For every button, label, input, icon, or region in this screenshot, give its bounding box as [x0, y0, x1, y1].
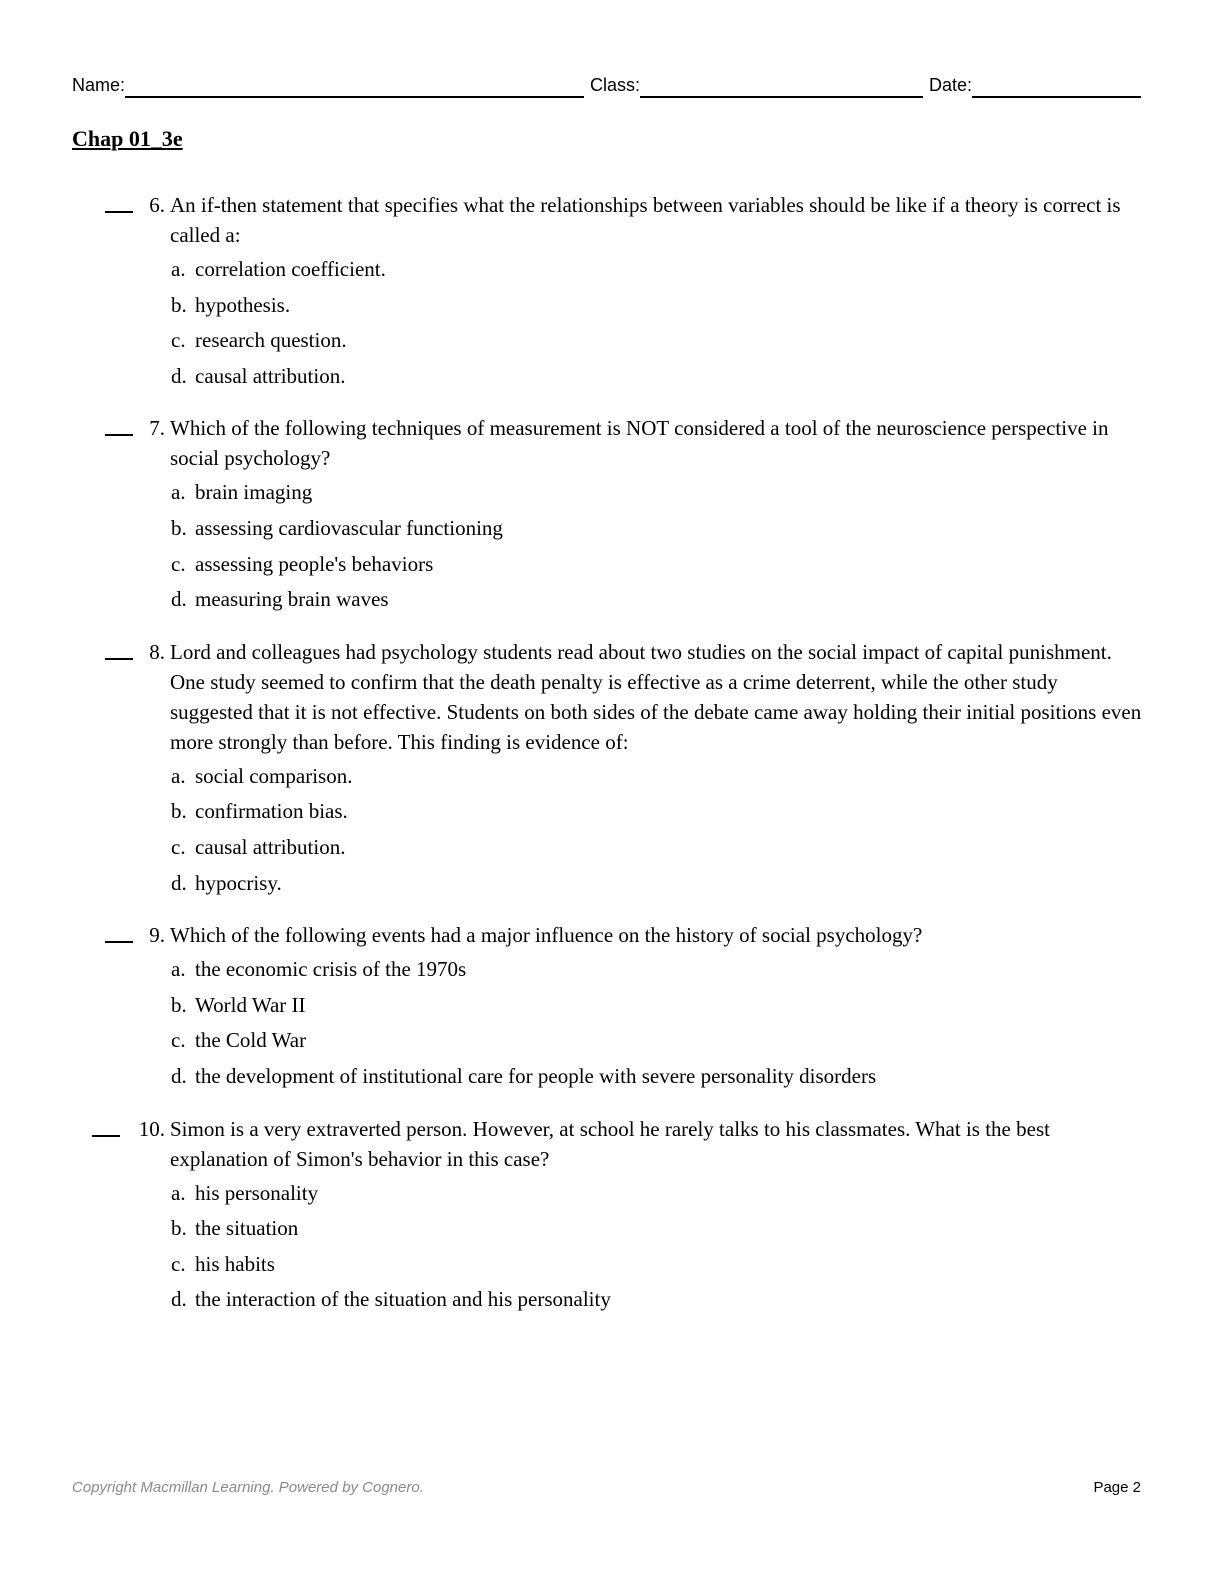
option-text: hypocrisy.: [195, 870, 282, 895]
option-text: his habits: [195, 1251, 275, 1276]
option-letter: d.: [171, 1063, 187, 1088]
question-text: Which of the following techniques of measurement is NOT considered a tool of the neuroscience perspective in social psychology?: [170, 416, 1109, 471]
question-item: [0, 413, 1224, 619]
option-text: correlation coefficient.: [195, 257, 386, 281]
option-text: social comparison.: [195, 763, 353, 788]
option-letter: a.: [171, 257, 186, 281]
option-letter: c.: [171, 328, 186, 353]
option-text: the situation: [195, 1216, 299, 1241]
option-letter: c.: [171, 1028, 186, 1053]
chapter-title: Chap 01_3e: [72, 126, 183, 151]
option-text: causal attribution.: [195, 834, 346, 859]
answer-option[interactable]: [171, 1025, 1224, 1061]
option-text: causal attribution.: [195, 363, 346, 388]
option-letter: a.: [171, 480, 186, 505]
class-label: Class:: [590, 75, 641, 95]
answer-option[interactable]: [171, 832, 1224, 868]
option-letter: a.: [171, 763, 186, 788]
question-item: [0, 637, 1224, 903]
question-text: Which of the following events had a major influence on the history of social psychology?: [170, 923, 923, 948]
answer-option[interactable]: [171, 290, 1224, 326]
answer-option[interactable]: [171, 1061, 1224, 1097]
answer-option[interactable]: [171, 361, 1224, 397]
option-list: [0, 1178, 1224, 1320]
option-text: confirmation bias.: [195, 799, 348, 824]
option-list: [0, 477, 1224, 619]
option-letter: b.: [171, 799, 187, 824]
question-item: [0, 920, 1224, 1096]
option-text: assessing people's behaviors: [195, 551, 434, 576]
question-text: An if-then statement that specifies what the relationships between variables should be like if a theory is correct is called a:: [170, 193, 1121, 247]
answer-option[interactable]: [171, 868, 1224, 904]
option-letter: b.: [171, 992, 187, 1017]
question-number: 8.: [149, 639, 165, 664]
answer-option[interactable]: [171, 513, 1224, 549]
option-list: [0, 954, 1224, 1096]
answer-option[interactable]: [171, 549, 1224, 585]
answer-blank[interactable]: [92, 1135, 120, 1137]
answer-option[interactable]: [171, 477, 1224, 513]
question-number: 6.: [149, 193, 165, 217]
option-letter: b.: [171, 292, 187, 317]
option-letter: c.: [171, 834, 186, 859]
option-letter: d.: [171, 363, 187, 388]
option-letter: d.: [171, 1287, 187, 1312]
option-text: the Cold War: [195, 1028, 307, 1053]
page-header: [72, 72, 1141, 98]
answer-option[interactable]: [171, 990, 1224, 1026]
answer-option[interactable]: [171, 584, 1224, 620]
option-text: brain imaging: [195, 480, 313, 505]
page-number: Page 2: [1093, 1479, 1141, 1496]
class-field[interactable]: [640, 72, 923, 98]
question-number: 7.: [149, 416, 165, 441]
answer-option[interactable]: [171, 796, 1224, 832]
name-field[interactable]: [125, 72, 584, 98]
question-item: [0, 1114, 1224, 1320]
option-text: research question.: [195, 328, 347, 353]
question-number: 9.: [149, 923, 165, 948]
option-letter: c.: [171, 551, 186, 576]
answer-option[interactable]: [171, 761, 1224, 797]
option-letter: d.: [171, 870, 187, 895]
answer-option[interactable]: [171, 1178, 1224, 1214]
answer-option[interactable]: [171, 1284, 1224, 1320]
option-text: his personality: [195, 1180, 319, 1205]
option-letter: a.: [171, 957, 186, 982]
option-list: [0, 254, 1224, 396]
option-text: assessing cardiovascular functioning: [195, 515, 503, 540]
option-text: the development of institutional care for people with severe personality disorders: [195, 1063, 877, 1088]
option-letter: b.: [171, 515, 187, 540]
copyright-text: Copyright Macmillan Learning. Powered by Cognero.: [72, 1479, 424, 1496]
question-text: Lord and colleagues had psychology students read about two studies on the social impact of capital punishment. One study seemed to confirm that the death penalty is effective as a crime deterrent, while the other study suggested that it is not effective. Students on both sides of the debate came away holding their initial positions even more strongly than before. This finding is evidence of:: [170, 639, 1142, 754]
question-item: [0, 190, 1224, 396]
answer-option[interactable]: [171, 325, 1224, 361]
option-text: measuring brain waves: [195, 587, 389, 612]
answer-option[interactable]: [171, 1213, 1224, 1249]
option-text: World War II: [195, 992, 306, 1017]
question-text: Simon is a very extraverted person. However, at school he rarely talks to his classmates. What is the best explanation of Simon's behavior in this case?: [170, 1116, 1050, 1171]
question-number: 10.: [138, 1116, 165, 1141]
option-text: the economic crisis of the 1970s: [195, 957, 467, 982]
option-letter: b.: [171, 1216, 187, 1241]
answer-option[interactable]: [171, 954, 1224, 990]
date-label: Date:: [929, 75, 973, 95]
option-letter: c.: [171, 1251, 186, 1276]
option-text: hypothesis.: [195, 292, 291, 317]
answer-option[interactable]: [171, 1249, 1224, 1285]
option-letter: d.: [171, 587, 187, 612]
option-list: [0, 761, 1224, 903]
name-label: Name:: [72, 75, 126, 95]
question-list: [0, 190, 1224, 1337]
date-field[interactable]: [972, 72, 1141, 98]
option-letter: a.: [171, 1180, 186, 1205]
answer-option[interactable]: [171, 254, 1224, 290]
option-text: the interaction of the situation and his personality: [195, 1287, 611, 1312]
